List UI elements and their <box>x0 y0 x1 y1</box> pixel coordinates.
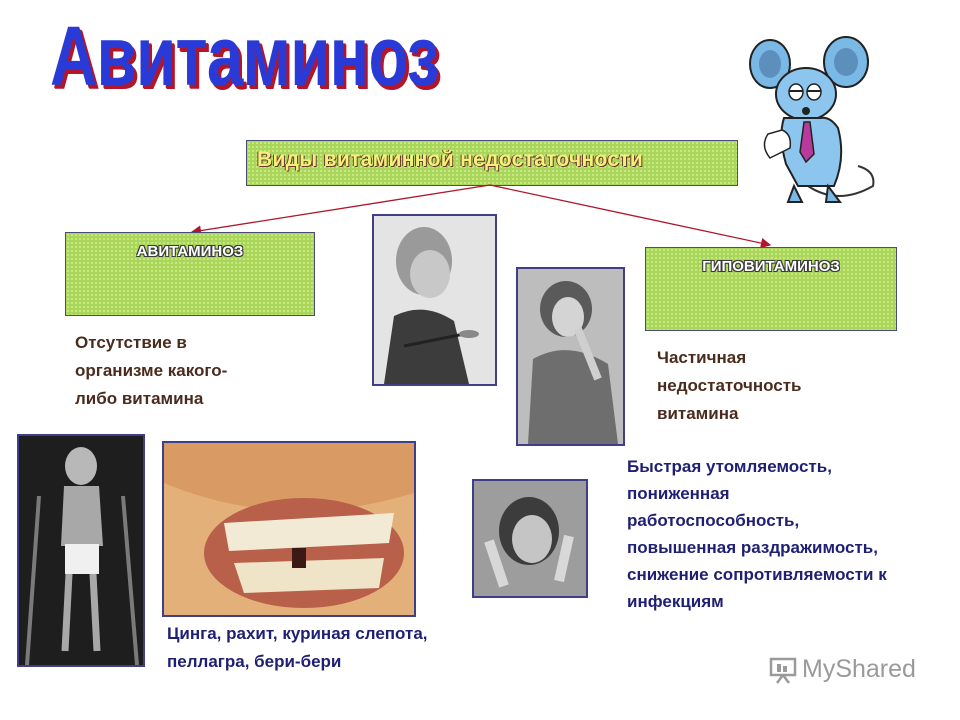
slide-title: Авитаминоз <box>50 9 439 103</box>
photo-boy-with-crutches <box>17 434 145 667</box>
watermark-text: MyShared <box>802 655 916 683</box>
hypovitaminosis-box <box>645 247 897 331</box>
avitaminosis-label: АВИТАМИНОЗ <box>136 243 244 260</box>
myshared-watermark <box>768 655 916 684</box>
hypovitaminosis-symptoms: Быстрая утомляемость, пониженная работоспособность, повышенная раздражимость, снижение сопротивляемости к инфекциям <box>627 457 887 611</box>
avitaminosis-definition: Отсутствие в организме какого- либо витамина <box>75 333 228 408</box>
photo-woman-headache <box>472 479 588 598</box>
hypovitaminosis-definition: Частичная недостаточность витамина <box>657 348 802 423</box>
photo-gums-teeth <box>162 441 416 617</box>
avitaminosis-diseases: Цинга, рахит, куриная слепота, пеллагра, бери-бери <box>167 624 428 671</box>
arrow-to-hypovitaminosis <box>490 185 770 245</box>
photo-tired-woman <box>516 267 625 446</box>
photo-child-with-spoon <box>372 214 497 386</box>
presentation-icon <box>768 656 798 684</box>
hypovitaminosis-label: ГИПОВИТАМИНОЗ <box>702 258 840 275</box>
avitaminosis-box <box>65 232 315 316</box>
types-header-label: Виды витаминной недостаточности <box>257 148 644 171</box>
